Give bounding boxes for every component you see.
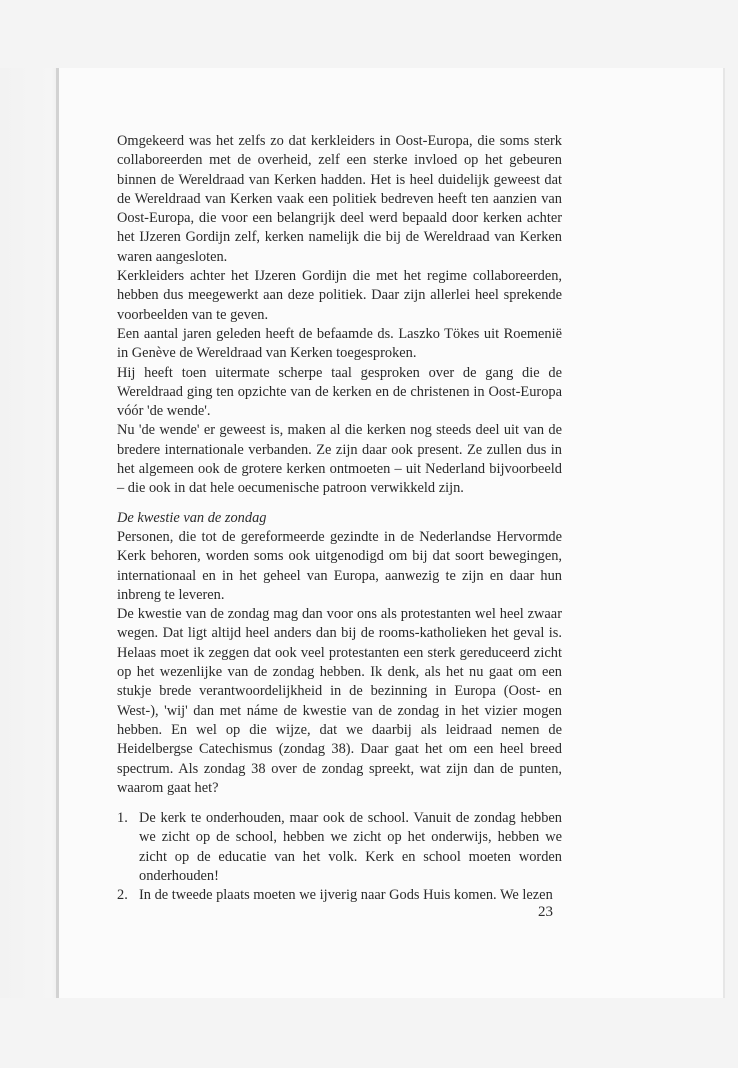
list-item-number: 2.	[117, 887, 128, 904]
list-item-text: In de tweede plaats moeten we ijverig naar Gods Huis komen. We lezen	[139, 887, 553, 904]
paragraph: Een aantal jaren geleden heeft de befaamde ds. Laszko Tökes uit Roemenië in Genève de Wereldraad van Kerken toegesproken.	[117, 325, 562, 362]
list-item-number: 1.	[117, 810, 128, 827]
list-item	[117, 809, 562, 886]
section-heading: De kwestie van de zondag	[117, 509, 267, 526]
book-page	[59, 68, 725, 998]
page-number: 23	[538, 904, 553, 920]
paragraph: De kwestie van de zondag mag dan voor ons als protestanten wel heel zwaar wegen. Dat ligt altijd heel anders dan bij de rooms-katholieken het geval is. Helaas moet ik zeggen dat ook veel protestanten een sterk gereduceerd zicht op het wezenlijke van de zondag hebben. Ik denk, als het nu gaat om een stukje brede verantwoordelijkheid in de bezinning in Europa (Oost- en West-), 'wij' dan met náme de kwestie van de zondag in het vizier mogen hebben. En wel op die wijze, dat we daarbij als leidraad nemen de Heidelbergse Catechismus (zondag 38). Daar gaat het om een heel breed spectrum. Als zondag 38 over de zondag spreekt, wat zijn dan de punten, waarom gaat het?	[117, 606, 562, 796]
list-item	[117, 886, 562, 905]
book-spine-area	[0, 68, 64, 998]
page-edge	[723, 68, 725, 998]
page-text	[117, 132, 562, 906]
numbered-list	[117, 809, 562, 905]
paragraph: Personen, die tot de gereformeerde gezindte in de Nederlandse Hervormde Kerk behoren, worden soms ook uitgenodigd om bij dat soort bewegingen, internationaal en in het geheel van Europa, aanwezig te zijn en daar hun inbreng te leveren.	[117, 528, 562, 603]
paragraph: Hij heeft toen uitermate scherpe taal gesproken over de gang die de Wereldraad ging ten opzichte van de kerken en de christenen in Oost-Europa vóór 'de wende'.	[117, 364, 562, 420]
paragraph: Kerkleiders achter het IJzeren Gordijn die met het regime collaboreerden, hebben dus meegewerkt aan deze politiek. Daar zijn allerlei heel sprekende voorbeelden van te geven.	[117, 268, 562, 323]
paragraph: Omgekeerd was het zelfs zo dat kerkleiders in Oost-Europa, die soms sterk collaboreerden met de overheid, zelf een sterke invloed op het gebeuren binnen de Wereldraad van Kerken hadden. Het is heel duidelijk geweest dat de Wereldraad van Kerken vaak een politiek bedreven heeft ten aanzien van Oost-Europa, die voor een belangrijk deel werd bepaald door kerken achter het IJzeren Gordijn zelf, kerken namelijk die bij de Wereldraad van Kerken waren aangesloten.	[117, 133, 562, 265]
list-item-text: De kerk te onderhouden, maar ook de school. Vanuit de zondag hebben we zicht op de school, hebben we zicht op het onderwijs, hebben we zicht op de educatie van het volk. Kerk en school moeten worden onderhouden!	[139, 810, 562, 884]
paragraph: Nu 'de wende' er geweest is, maken al die kerken nog steeds deel uit van de bredere internationale verbanden. Ze zijn daar ook present. Ze zullen dus in het algemeen ook de grotere kerken ontmoeten – uit Nederland bijvoorbeeld – die ook in dat hele oecumenische patroon verwikkeld zijn.	[117, 422, 562, 497]
